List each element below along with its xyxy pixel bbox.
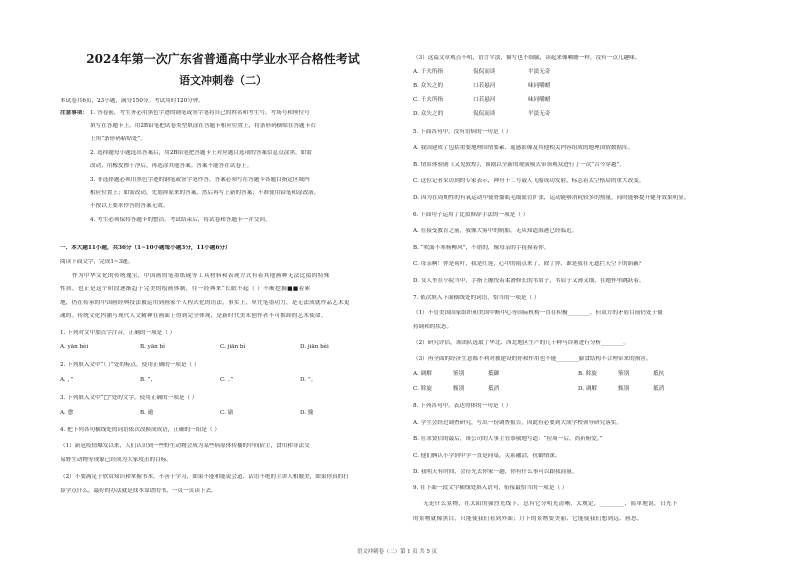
notice-line: 2. 选择题每小题选出答案后，用2B铅笔把答题卡上对应题目选项的答案信息点涂黑，如需: [90, 150, 312, 156]
q4-item: 易野生动物等现象已经成为大家攻击的目标。: [60, 457, 172, 463]
q7-option-c: C. 斡旋: [413, 386, 432, 392]
q7-option-b: 抵抗: [653, 371, 665, 377]
q2-option-d: D. ”。: [300, 377, 317, 383]
q4-option-d: D. 众矢之的: [413, 111, 444, 117]
notice-line: 改动，用橡皮擦干净后，再选涂其他答案。答案不能答在试卷上。: [90, 163, 253, 169]
q4-option-c: 味同嚼蜡: [528, 97, 551, 103]
question-4: 4. 把下列各句横线处的词语依次改换成成语，正确的一组是（ ）: [60, 427, 220, 433]
exam-subtitle: 语文冲刺卷（二）: [179, 74, 267, 87]
q4-option-d: 侃侃而谈: [473, 111, 496, 117]
question-8: 8. 下列各句中，表达得体的一句是（ ）: [413, 403, 512, 409]
q4-item: 算学点什么，最好的办法就是找本靠谱的书，一页一页读下去。: [60, 488, 217, 494]
q4-option-a: 侃侃而谈: [473, 69, 496, 75]
q5-option-c: C. 这位记者采访到的专家表示，神舟十二号载人飞船成功发射，标志着太空格局的重大改变。: [413, 178, 645, 184]
section-heading: 一、本大题11小题，共36分（1~10小题每小题3分，11小题6分）: [60, 245, 231, 251]
q1-option-a: A. yān bèi: [60, 344, 89, 350]
q5-option-d: D. 因为在周期性的有氧运动中使骨骼肌毛细血管扩张，运动能够消耗较多的热量，同时能够提升健身效果明显。: [413, 195, 690, 201]
passage-line: 地，仍在传承的中国画经典技法被运用到画家个人程式化的语法，事实上，单凭笔墨功力，是无法成就作品艺术更: [60, 300, 350, 306]
q7-item: 持调和的状态。: [413, 324, 453, 330]
section-instruction: 阅读下面文字，完成1~3题。: [60, 259, 134, 265]
q1-option-b: B. yān bì: [140, 344, 165, 350]
question-2: 2. 下列填入文中“（ ）”处的标点，使用正确的一项是（ ）: [60, 362, 200, 368]
q4-item: （1）新冠疫情爆发以来，人们认识到一些野生动物会成为某些病原体传播的中间宿主，食用和非法交: [60, 443, 310, 449]
q6-option-d: D. 女人坐在小院当中，手指上缠绞着柔滑修长的苇眉子，苇眉子又薄又细，在她怀里跳跃着。: [413, 278, 645, 284]
q7-option-a: 鉴别: [453, 371, 465, 377]
page-footer: 语文冲刺卷（二）第 1 页 共 5 页: [356, 549, 438, 555]
question-5: 5. 下面各句中，没有语病的一句是（ ）: [413, 129, 512, 135]
q8-option-c: C. 他们俩认小学到中学一直是同桌，关系融洽，抗御情深。: [413, 453, 561, 459]
notice-line: 4. 考生必须保持答题卡的整洁。考试结束后，将试卷和答题卡一并交回。: [90, 217, 271, 223]
passage-line: 魂的。传统文化内涵与现代人文精神在画面上得到完全体现，是新时代美术创作者不可推卸的艺术使命。: [60, 313, 327, 319]
q7-option-c: 抵消: [488, 386, 500, 392]
q7-option-a: A. 调解: [413, 371, 432, 377]
q7-item: （2）研究评估，该团队选取了华北、西北地区生产的几十种马铃薯进行分析________。: [413, 340, 630, 346]
q7-item: （1）不管美国国家组织和美国中断中心等国际机构一直在积极________，但双方的矛盾目前仍处于僵: [413, 310, 663, 316]
notice-label: 注意事项：: [60, 110, 88, 116]
q4-option-a: 平淡无奇: [528, 69, 551, 75]
question-7: 7. 依次填入下面横线处的词语，恰当的一项是（ ）: [413, 295, 540, 301]
q4-option-a: A. 千夫所指: [413, 69, 443, 75]
q6-option-b: B. “吹面不寒杨柳风”，不错的，像母亲的手抚摸着你。: [413, 245, 550, 251]
q4-option-b: 味同嚼蜡: [528, 83, 551, 89]
notice-line: 不按以上要求作答的答案无效。: [90, 203, 169, 209]
q7-option-d: 甄别: [618, 386, 630, 392]
question-6: 6. 下面句子运用了比拟修辞手法的一项是（ ）: [413, 212, 529, 218]
q2-option-b: B. ”，: [140, 377, 157, 383]
q7-option-a: 抵御: [488, 371, 500, 377]
q9-passage: 的景物就像黑白，只能使我们看到外面；月下的景物要美丽、它能使我们想到远、画思。: [413, 516, 643, 522]
q3-option-d: D. 揄: [300, 410, 314, 416]
exam-summary: 本试卷共6页，23小题，满分150分。考试用时120分钟。: [60, 98, 204, 104]
q7-option-d: 抵消: [653, 386, 665, 392]
q3-option-b: B. 逾: [140, 410, 154, 416]
notice-line: 上角“条形码粘贴处”。: [90, 136, 147, 142]
notice-line: 3. 非选择题必须用黑色字迹的钢笔或签字笔作答，答案必须写在答题卡各题目指定区域内: [90, 177, 310, 183]
q4-option-c: C. 千夫所指: [413, 97, 444, 103]
q7-option-c: 甄别: [453, 386, 465, 392]
q7-option-b: B. 斡旋: [578, 371, 597, 377]
q1-option-c: C. jiān bì: [220, 344, 246, 350]
q7-item: （3）再全面的经济生意都不利对被建设的你和作用也不能________膨食结构不合理带来的损害。: [413, 356, 652, 362]
q3-option-c: C. 谕: [220, 410, 234, 416]
q4-option-b: 口若悬河: [473, 83, 496, 89]
q3-option-a: A. 愈: [60, 410, 74, 416]
q7-option-d: D. 调解: [578, 386, 598, 392]
q1-option-d: D. jiān bèi: [300, 344, 329, 350]
q5-option-a: A. 我国建成了包括重要地理国情要素、遥感影像及其他相关内容组成的地理国情数据库。: [413, 145, 634, 151]
q2-option-c: C. 。”: [220, 377, 234, 383]
q4-option-d: 平淡无奇: [528, 111, 551, 117]
exam-title: 2024年第一次广东省普通高中学业水平合格性考试: [86, 52, 360, 66]
notice-line: 相应位置上；如需改动，先划掉原来的答案，然后再写上新的答案；不准使用铅笔和涂改液。: [90, 190, 320, 196]
q8-option-a: A. 学生会经过调查研究，写出一份调查报告，因此有必要到大成学校领导研究落实。: [413, 420, 622, 426]
q4-item: （3）这篇文章观点不明，语言平淡，描写也不细腻，读起来像嚼蜡一样，没有一点儿趣味。: [413, 55, 641, 61]
passage-line: 性质，也正是这个阶段逐渐趋于完美的绘画体制，往一经典来“长眠不起（ ）不断挖掘■■着索: [60, 286, 311, 292]
q7-option-b: 鉴别: [618, 371, 630, 377]
q5-option-b: B. 情景体验剧《又见敦煌》，该剧以全新的观演模式带领观众进行了一次“古今穿越”。: [413, 162, 625, 168]
question-3: 3. 下列填入文中“□”处的文字，使用正确的一项是（ ）: [60, 395, 198, 401]
q6-option-a: A. 在接受教育之前，我像大雾中的航船，无从知道海港已经临近。: [413, 228, 578, 234]
notice-line: 填写在答题卡上。用2B铅笔把试卷类型填涂在答题卡相应位置上，将条形码横贴在答题卡右: [90, 123, 316, 129]
q8-option-d: D. 我明天有时间，会莅光去你家一趟，你有什么事可以跟我商量。: [413, 469, 578, 475]
q4-option-b: B. 众矢之的: [413, 83, 444, 89]
q2-option-a: A. ，”: [60, 377, 74, 383]
question-9: 9. 在下面一段文字横线处填入语句，衔接最恰当的一项是（ ）: [413, 485, 568, 491]
q4-item: （2）不要满足于欣赏知识和掌握书本，不善于学习，如果不能和能说会道、话语不绝的主讲人相媲美，如果你真的打: [60, 474, 349, 480]
q4-option-c: 口若悬河: [473, 97, 496, 103]
q6-option-c: C. 母亲啊！你是荷叶，我是红莲，心中的雨点来了，除了你，谁是我在无遮拦天空下的荫蔽？: [413, 261, 645, 267]
notice-line: 1. 答卷前，考生务必用黑色字迹的钢笔或签字笔将自己的姓名和考生号、考场号和座位号: [90, 110, 310, 116]
passage-line: 作为中华文化的传统瑰宝，中国画的笔墨纸砚等工具材料和表现方式有着其他画种无法比拟的特殊: [72, 273, 330, 279]
q8-option-b: B. 在求贤信的最后，该公司的人事主管恭敬地写道：“拉周一后，尚祈俯爱。”: [413, 436, 603, 442]
q9-passage: 无论什么景物，在太阳的强烈光线下，总有它分明光清晰，太规定，________，简单地说，日光下: [423, 501, 678, 507]
question-1: 1. 下列对文中加点字注音，正确的一项是（ ）: [60, 330, 176, 336]
